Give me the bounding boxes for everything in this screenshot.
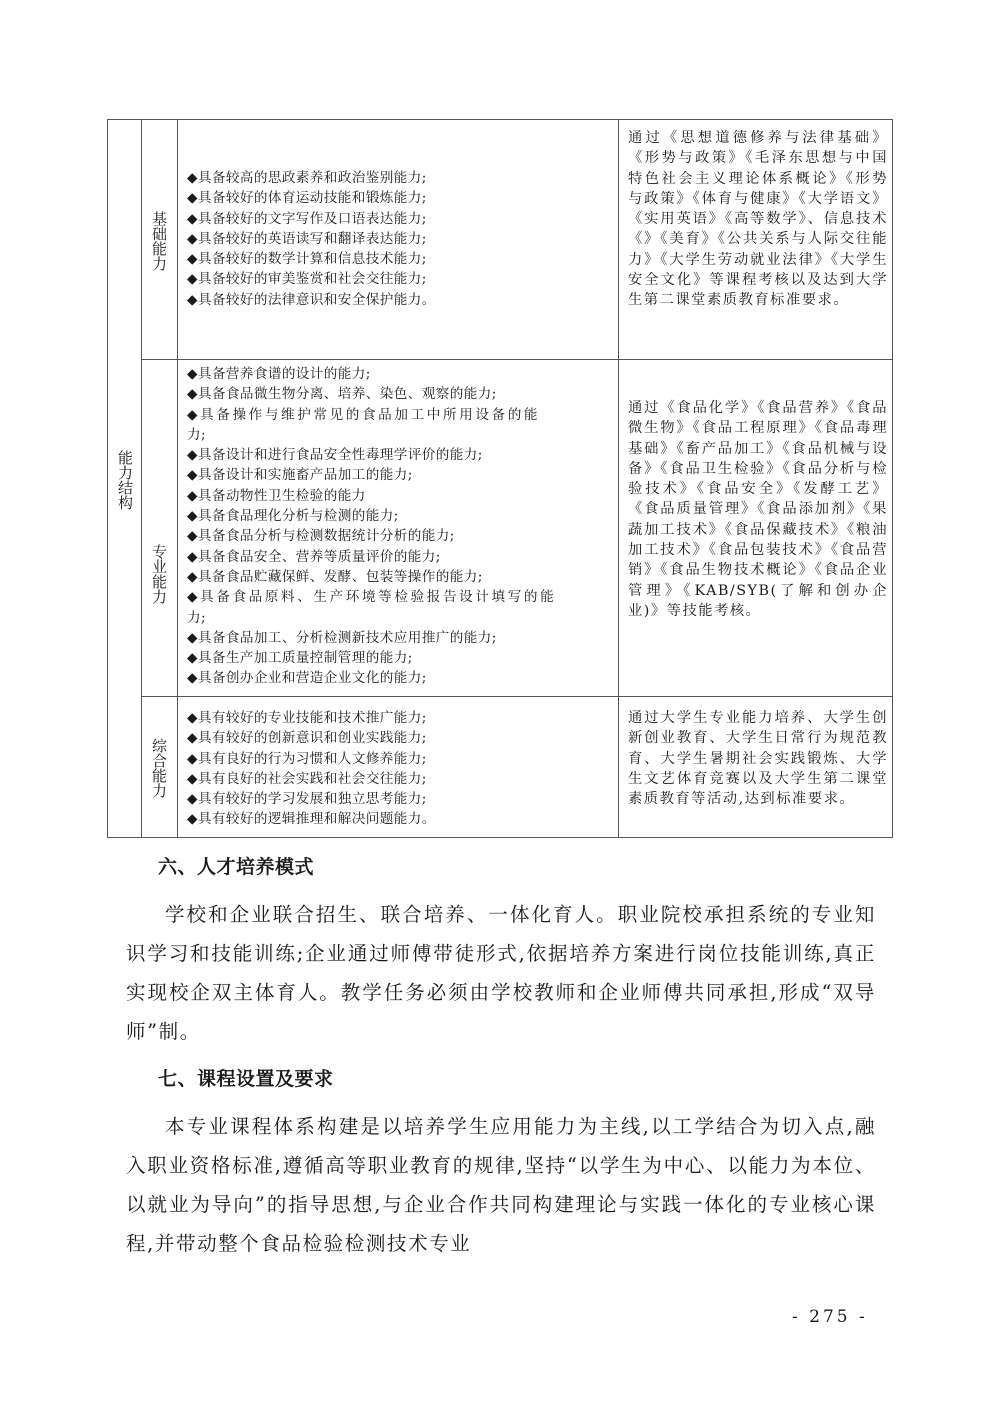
list-item: ◆具备创办企业和营造企业文化的能力;	[187, 670, 427, 687]
list-item: 力;	[187, 426, 206, 443]
page-number: - 275 -	[792, 1307, 868, 1327]
list-item: ◆具备动物性卫生检验的能力	[187, 487, 366, 504]
ability-structure-table	[107, 119, 893, 838]
list-item: ◆具有良好的社会实践和社会交往能力;	[187, 770, 427, 787]
list-item: ◆具备较高的思政素养和政治鉴别能力;	[187, 170, 427, 186]
list-item: ◆具有良好的行为习惯和人文修养能力;	[187, 750, 427, 767]
list-item: ◆具备食品原料、生产环境等检验报告设计填写的能	[187, 589, 557, 606]
list-item: ◆具备较好的体育运动技能和锻炼能力;	[187, 190, 427, 207]
section-paragraph: 本专业课程体系构建是以培养学生应用能力为主线,以工学结合为切入点,融入职业资格标准,遵循高等职业教育的规律,坚持“以学生为中心、以能力为本位、以就业为导向”的指导思想,与企业合作共同构建理论与实践一体化的专业核心课程,并带动整个食品检验检测技术专业	[126, 1115, 876, 1255]
ability-list	[187, 708, 436, 830]
section-paragraph: 学校和企业联合招生、联合培养、一体化育人。职业院校承担系统的专业知识学习和技能训练;企业通过师傅带徒形式,依据培养方案进行岗位技能训练,真正实现校企双主体育人。教学任务必须由学校教师和企业师傅共同承担,形成“双导师”制。	[126, 903, 876, 1043]
requirement-text: 通过大学生专业能力培养、大学生创新创业教育、大学生日常行为规范教育、大学生暑期社会实践锻炼、大学生文艺体育竞赛以及大学生第二课堂素质教育等活动,达到标准要求。	[628, 710, 888, 808]
outer-label: 能力结构	[116, 450, 134, 510]
list-item: ◆具备营养食谱的设计的能力;	[187, 366, 371, 382]
list-item: ◆具有较好的学习发展和独立思考能力;	[187, 791, 427, 808]
list-item: ◆具备设计和实施畜产品加工的能力;	[187, 467, 413, 484]
list-item: ◆具备食品理化分析与检测的能力;	[187, 508, 399, 525]
list-item: ◆具备生产加工质量控制管理的能力;	[187, 650, 413, 667]
table-divider	[141, 359, 892, 360]
list-item: ◆具备较好的文字写作及口语表达能力;	[187, 210, 427, 227]
list-item: ◆具备食品分析与检测数据统计分析的能力;	[187, 528, 455, 545]
row-label: 专业能力	[150, 544, 168, 604]
row-label: 综合能力	[150, 738, 168, 798]
list-item: ◆具有较好的创新意识和创业实践能力;	[187, 730, 427, 747]
list-item: ◆具备较好的审美鉴赏和社会交往能力;	[187, 271, 427, 288]
list-item: ◆具备设计和进行食品安全性毒理学评价的能力;	[187, 447, 483, 464]
table-divider	[141, 696, 892, 697]
list-item: 力;	[187, 609, 206, 626]
row-label: 基础能力	[150, 211, 168, 271]
list-item: ◆具备食品贮藏保鲜、发酵、包装等操作的能力;	[187, 568, 483, 585]
requirement-text: 通过《食品化学》《食品营养》《食品微生物》《食品工程原理》《食品毒理基础》《畜产品加工》《食品机械与设备》《食品卫生检验》《食品分析与检验技术》《食品安全》《发酵工艺》《食品质量管理》《食品添加剂》《果蔬加工技术》《食品保藏技术》《粮油加工技术》《食品包装技术》《食品营销》《食品生物技术概论》《食品企业管理》《KAB/SYB(了解和创办企业)》等技能考核。	[628, 400, 888, 619]
table-divider	[177, 120, 178, 837]
list-item: ◆具备操作与维护常见的食品加工中所用设备的能	[187, 406, 541, 423]
table-divider	[618, 120, 619, 837]
list-item: ◆具备食品微生物分离、培养、染色、观察的能力;	[187, 386, 497, 403]
section-heading: 六、人才培养模式	[158, 856, 315, 878]
list-item: ◆具备食品加工、分析检测新技术应用推广的能力;	[187, 629, 497, 646]
section-heading: 七、课程设置及要求	[158, 1068, 334, 1090]
requirement-text: 通过《思想道德修养与法律基础》《形势与政策》《毛泽东思想与中国特色社会主义理论体系概论》《形势与政策》《体育与健康》《大学语文》《实用英语》《高等数学》、信息技术《》《美育》《公共关系与人际交往能力》《大学生劳动就业法律》《大学生安全文化》等课程考核以及达到大学生第二课堂素质教育标准要求。	[628, 130, 888, 309]
list-item: ◆具备较好的法律意识和安全保护能力。	[187, 291, 436, 308]
list-item: ◆具有较好的逻辑推理和解决问题能力。	[187, 811, 436, 828]
list-item: ◆具备食品安全、营养等质量评价的能力;	[187, 548, 441, 565]
list-item: ◆具有较好的专业技能和技术推广能力;	[187, 710, 427, 726]
ability-list	[187, 168, 436, 310]
list-item: ◆具备较好的英语读写和翻译表达能力;	[187, 230, 427, 247]
table-divider	[141, 120, 142, 837]
list-item: ◆具备较好的数学计算和信息技术能力;	[187, 251, 427, 268]
ability-list	[187, 364, 556, 689]
